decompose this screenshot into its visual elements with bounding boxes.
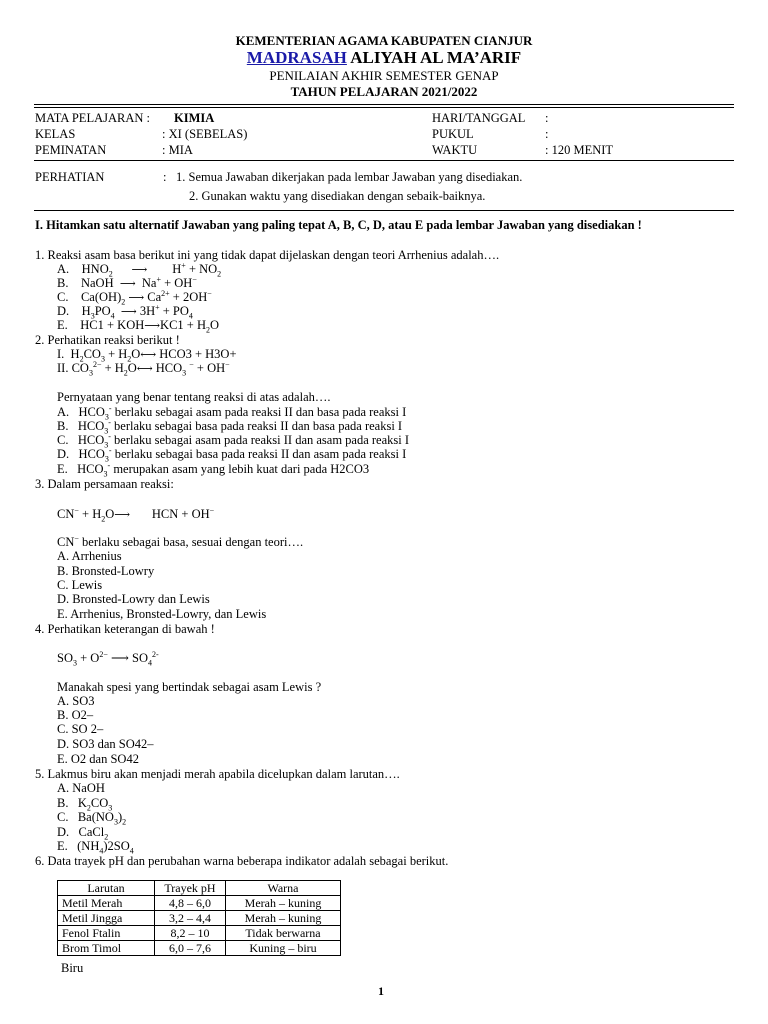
hari-value: : [545,111,549,125]
q1-option-a: A. $HNO_2$ ⟶ $H^+ + NO_2$ [57,260,222,279]
q3-option-d: D. Bronsted-Lowry dan Lewis [57,592,210,606]
q2-option-e-text: merupakan asam yang lebih kuat dari pada H2CO3 [113,462,370,476]
q1-option-d: D. $H_3PO_4$ ⟶ $3H^+ + PO_4$ [57,302,193,321]
table-row [58,941,341,956]
table-cell: 8,2 – 10 [155,926,226,941]
q2-option-d-text: berlaku sebagai basa pada reaksi II dan asam pada reaksi I [114,447,407,461]
q3-reaction: $CN^- + H_2O⟶$ HCN + OH− [57,505,215,524]
q3-lead-text: berlaku sebagai basa, sesuai dengan teori…. [82,535,304,549]
q3-lead: CN− berlaku sebagai basa, sesuai dengan teori…. [57,533,304,549]
q3-option-e: E. Arrhenius, Bronsted-Lowry, dan Lewis [57,607,267,621]
perhatian-item-2: 2. Gunakan waktu yang disediakan dengan sebaik-baiknya. [189,189,486,203]
q1-stem-text: 1. Reaksi asam basa berikut ini yang tidak dapat dijelaskan dengan teori Arrhenius adalah…. [35,248,500,262]
header-school-madrasah: MADRASAH [246,48,347,67]
table-cell: Fenol Ftalin [58,926,155,941]
kelas-value: : XI (SEBELAS) [162,127,248,141]
q4-option-a: A. SO3 [57,694,95,708]
header-ministry: KEMENTERIAN AGAMA KABUPATEN CIANJUR [235,33,533,48]
mapel-value: KIMIA [174,111,215,125]
q1-option-b: B. NaOH ⟶ Na+ + OH− [57,274,197,290]
q1-stem [35,248,499,262]
peminatan-value: : MIA [162,143,193,157]
q2-option-c: C. $HCO_3^-$ berlaku sebagai asam pada reaksi II dan asam pada reaksi I [57,431,410,450]
q2-option-a-text: berlaku sebagai asam pada reaksi II dan basa pada reaksi I [114,405,407,419]
hari-label: HARI/TANGGAL [432,111,526,125]
table-cell: Merah – kuning [226,896,341,911]
table-cell: 4,8 – 6,0 [155,896,226,911]
q3-option-b: B. Bronsted-Lowry [57,564,155,578]
q2-stem: 2. Perhatikan reaksi berikut ! [35,333,180,347]
waktu-label: WAKTU [432,143,478,157]
table-header: Larutan [58,881,155,896]
q3-option-c: C. Lewis [57,578,103,592]
table-cell: Brom Timol [58,941,155,956]
q2-lead: Pernyataan yang benar tentang reaksi di atas adalah…. [57,390,331,404]
table-cell: Metil Jingga [58,911,155,926]
q2-option-d: D. $HCO_3^-$ berlaku sebagai basa pada reaksi II dan asam pada reaksi I [57,445,407,464]
q4-option-d: D. SO3 dan SO42– [57,737,154,751]
table-header: Trayek pH [155,881,226,896]
q4-lead: Manakah spesi yang bertindak sebagai asam Lewis ? [57,680,322,694]
waktu-value: : 120 MENIT [545,143,614,157]
divider [34,160,734,161]
perhatian-label: PERHATIAN [35,170,105,184]
q2-reaction-2: II. $CO_3^{2-}$ + $H_2O⟷$ $HCO_3$ − + OH− [57,359,230,378]
q3-stem: 3. Dalam persamaan reaksi: [35,477,174,491]
q2-option-c-text: berlaku sebagai asam pada reaksi II dan asam pada reaksi I [114,433,410,447]
table-row [58,911,341,926]
q2-option-e: E. $HCO_3^-$ merupakan asam yang lebih kuat dari pada H2CO3 [57,460,370,479]
q4-option-b: B. O2– [57,708,94,722]
q1-option-e: E. HC1 + KOH⟶KC1 + $H_2O$ [57,318,220,335]
q6-table-overflow: Biru [61,961,84,975]
section-title: I. Hitamkan satu alternatif Jawaban yang paling tepat A, B, C, D, atau E pada lembar Jawaban yang disediakan ! [35,218,642,232]
divider [34,210,734,211]
q6-stem: 6. Data trayek pH dan perubahan warna beberapa indikator adalah sebagai berikut. [35,854,449,868]
q4-option-c: C. SO 2– [57,722,104,736]
q2-option-b: B. $HCO_3^-$ berlaku sebagai basa pada reaksi II dan basa pada reaksi I [57,417,403,436]
q5-option-e: E. $(NH_4)2SO_4$ [57,839,134,856]
indicator-table [57,880,341,956]
header-year: TAHUN PELAJARAN 2021/2022 [290,84,478,99]
q5-option-d: D. CaCl$_2$ [57,825,109,842]
kelas-label: KELAS [35,127,76,141]
pukul-value: : [545,127,549,141]
q4-reaction: $SO_3 + O^{2-}$ ⟶ $SO_4^{2-}$ [57,649,159,668]
q1-option-c: C. $Ca(OH)_2$ ⟶ $Ca^{2+} + 2OH^-$ [57,288,212,307]
table-cell: 3,2 – 4,4 [155,911,226,926]
q5-option-c: C. $Ba(NO_3)_2$ [57,810,127,827]
mapel-label: MATA PELAJARAN : [35,111,150,125]
q4-option-e: E. O2 dan SO42 [57,752,139,766]
table-row [58,926,341,941]
q2-reaction-1: I. $H_2CO_3$ + $H_2O⟷$ HCO3 + H3O+ [57,347,237,364]
peminatan-label: PEMINATAN [35,143,107,157]
table-cell: 6,0 – 7,6 [155,941,226,956]
q2-option-a: A. $HCO_3^-$ berlaku sebagai asam pada reaksi II dan basa pada reaksi I [57,403,407,422]
divider [34,104,734,105]
q3-option-a: A. Arrhenius [57,549,122,563]
page-number: 1 [378,984,384,998]
q5-option-a: A. NaOH [57,781,105,795]
q4-stem: 4. Perhatikan keterangan di bawah ! [35,622,215,636]
pukul-label: PUKUL [432,127,474,141]
table-header: Warna [226,881,341,896]
header-exam: PENILAIAN AKHIR SEMESTER GENAP [269,68,499,83]
table-row [58,896,341,911]
divider [34,107,734,108]
table-cell: Tidak berwarna [226,926,341,941]
perhatian-item-1: 1. Semua Jawaban dikerjakan pada lembar Jawaban yang disediakan. [176,170,523,184]
perhatian-colon: : [163,170,167,184]
table-cell: Merah – kuning [226,911,341,926]
table-header-row [58,881,341,896]
q2-option-b-text: berlaku sebagai basa pada reaksi II dan basa pada reaksi I [114,419,403,433]
header-school-name: ALIYAH AL MA’ARIF [346,48,522,67]
q5-stem: 5. Lakmus biru akan menjadi merah apabila dicelupkan dalam larutan…. [35,767,400,781]
table-cell: Metil Merah [58,896,155,911]
q5-option-b: B. $K_2CO_3$ [57,796,113,813]
header-school [0,48,768,68]
table-cell: Kuning – biru [226,941,341,956]
